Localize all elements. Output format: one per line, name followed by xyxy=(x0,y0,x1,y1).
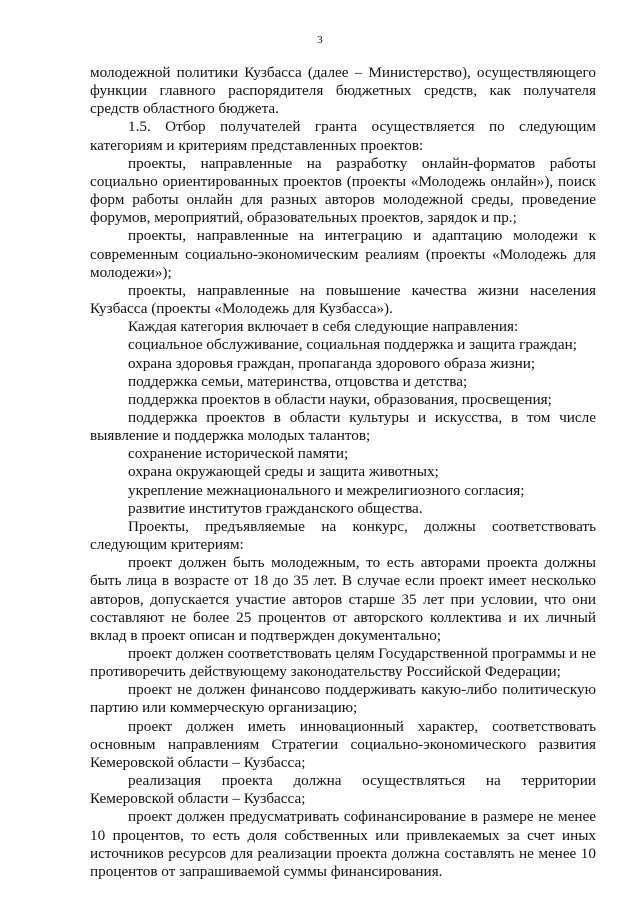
list-item: охрана окружающей среды и защита животных; xyxy=(128,463,439,481)
document-body xyxy=(90,64,596,881)
list-item: поддержка проектов в области культуры и искусства, в том числе выявление и поддержка молодых талантов; xyxy=(90,408,596,445)
paragraph-category-online: проекты, направленные на разработку онлайн-форматов работы социально ориентированных проектов (проекты «Молодежь онлайн»), поиск форм работы онлайн для разных авторов молодежной среды, проведение форумов, мероприятий, образовательных проектов, зарядок и пр.; xyxy=(90,154,596,227)
paragraph-criterion-youth: проект должен быть молодежным, то есть авторами проекта должны быть лица в возрасте от 18 до 35 лет. В случае если проект имеет несколько авторов, допускается участие авторов старше 35 лет при условии, что они составляют не более 25 процентов от авторского коллектива и их личный вклад в проект описан и подтвержден документально; xyxy=(90,554,596,644)
list-item: развитие институтов гражданского общества. xyxy=(128,499,423,517)
list-item: поддержка проектов в области науки, образования, просвещения; xyxy=(128,390,552,408)
list-item: социальное обслуживание, социальная поддержка и защита граждан; xyxy=(128,336,577,354)
paragraph-criteria-intro: Проекты, предъявляемые на конкурс, должны соответствовать следующим критериям: xyxy=(90,517,596,554)
paragraph-category-youth: проекты, направленные на интеграцию и адаптацию молодежи к современным социально-экономическим реалиям (проекты «Молодежь для молодежи»); xyxy=(90,227,596,281)
paragraph-category-kuzbass: проекты, направленные на повышение качества жизни населения Кузбасса (проекты «Молодежь для Кузбасса»). xyxy=(90,281,596,318)
paragraph-criterion-innovation: проект должен иметь инновационный характер, соответствовать основным направлениям Стратегии социально-экономического развития Кемеровской области – Кузбасса; xyxy=(90,717,596,771)
paragraph-directions-intro: Каждая категория включает в себя следующие направления: xyxy=(128,318,519,336)
list-item: укрепление межнационального и межрелигиозного согласия; xyxy=(128,481,525,499)
paragraph-ministry-continuation: молодежной политики Кузбасса (далее – Министерство), осуществляющего функции главного распорядителя бюджетных средств, как получателя средств областного бюджета. xyxy=(90,64,596,118)
list-item: поддержка семьи, материнства, отцовства и детства; xyxy=(128,372,468,390)
paragraph-criterion-territory: реализация проекта должна осуществляться на территории Кемеровской области – Кузбасса; xyxy=(90,772,596,808)
paragraph-criterion-cofinancing: проект должен предусматривать софинансирование в размере не менее 10 процентов, то есть доля собственных или привлекаемых за счет иных источников ресурсов для реализации проекта должна составлять не менее 10 процентов от запрашиваемой суммы финансирования. xyxy=(90,808,596,880)
list-item: охрана здоровья граждан, пропаганда здорового образа жизни; xyxy=(128,354,536,372)
paragraph-criterion-no-political: проект не должен финансово поддерживать какую-либо политическую партию или коммерческую организацию; xyxy=(90,681,596,717)
page-number: 3 xyxy=(317,34,323,46)
list-item: сохранение исторической памяти; xyxy=(128,445,349,463)
paragraph-1-5-selection: 1.5. Отбор получателей гранта осуществляется по следующим категориям и критериям представленных проектов: xyxy=(90,118,596,154)
paragraph-criterion-state-program: проект должен соответствовать целям Государственной программы и не противоречить действующему законодательству Российской Федерации; xyxy=(90,645,596,681)
